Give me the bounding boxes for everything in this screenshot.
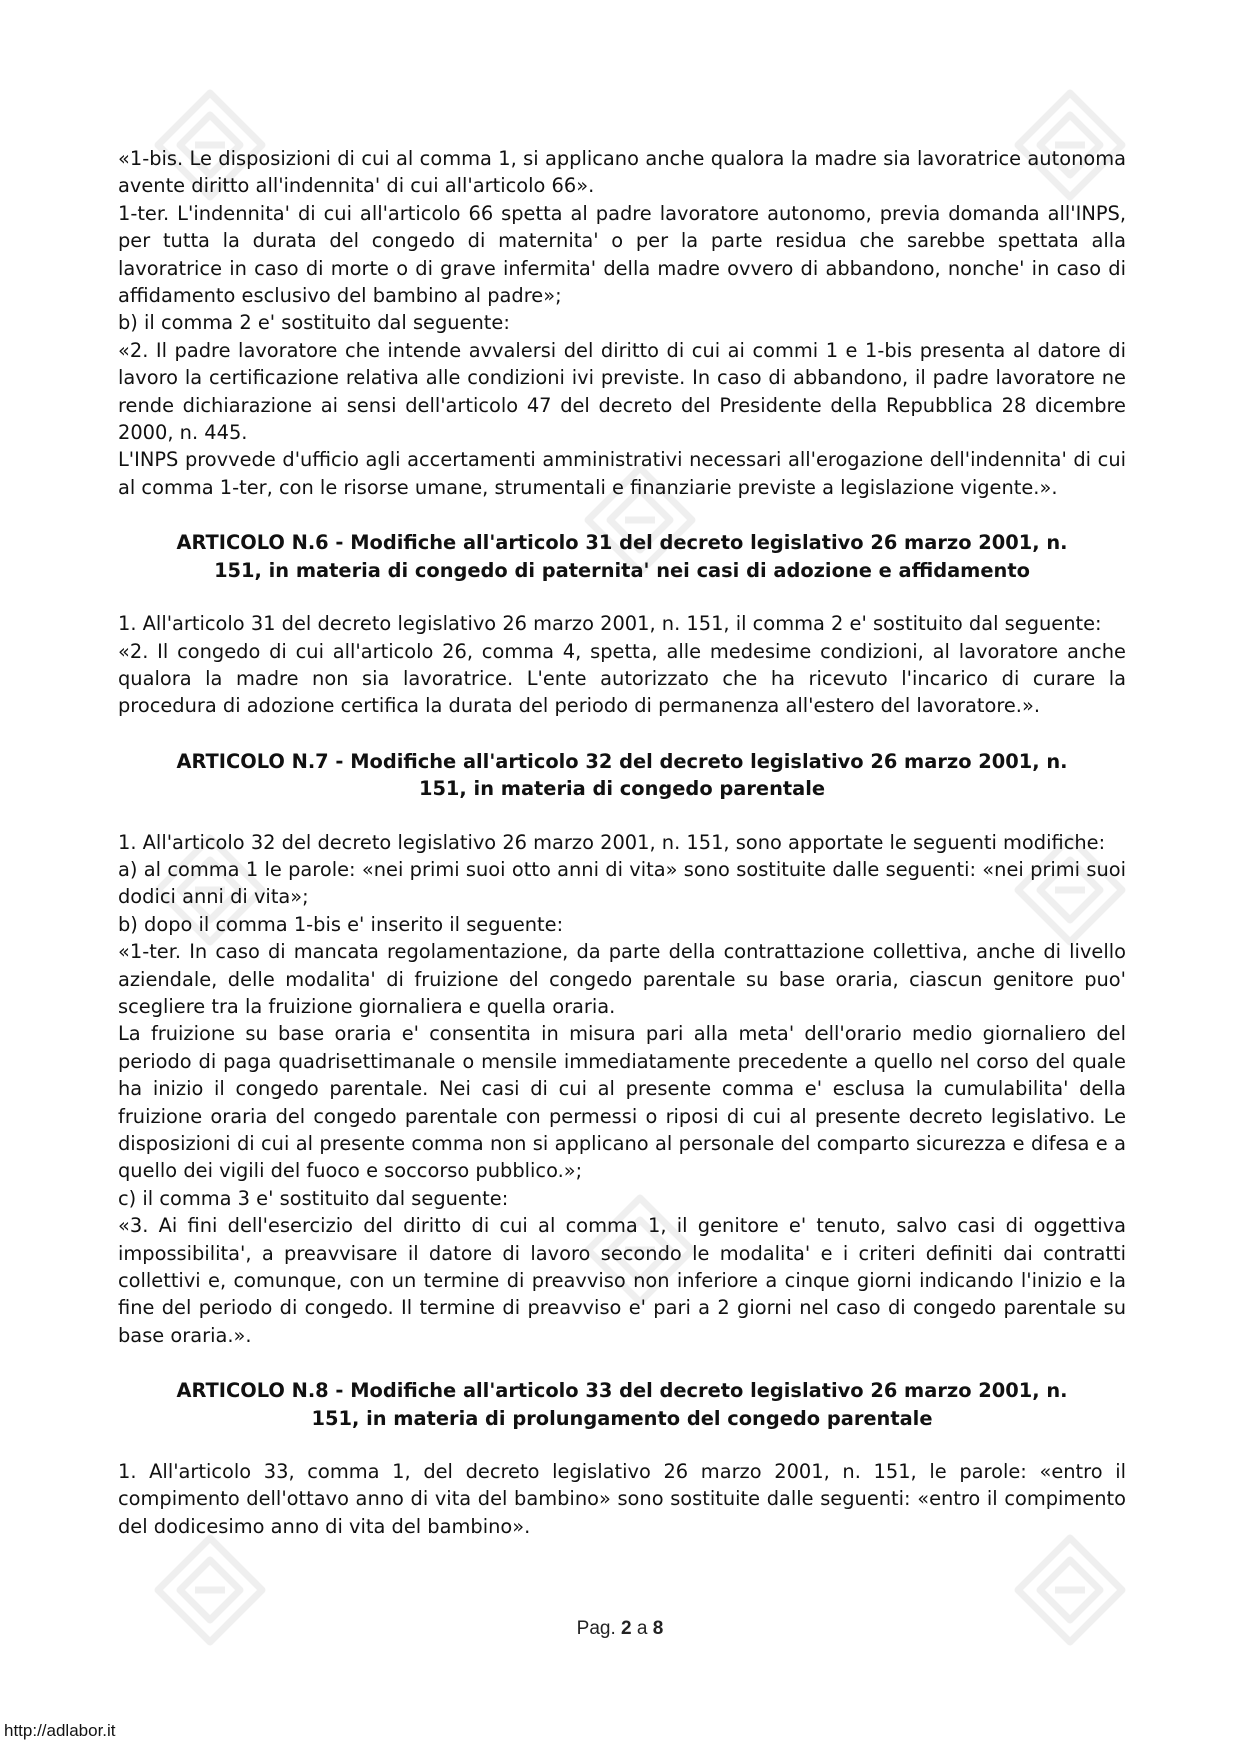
intro-section bbox=[118, 145, 1126, 501]
page-number-current: 2 bbox=[621, 1618, 632, 1639]
page-number-prefix: Pag. bbox=[576, 1618, 622, 1639]
article-section bbox=[118, 1349, 1126, 1540]
page-number-total: 8 bbox=[652, 1618, 664, 1639]
paragraph: «2. Il congedo di cui all'articolo 26, comma 4, spetta, alle medesime condizioni, al lavoratore anche qualora la madre non sia lavoratrice. L'ente autorizzato che ha ricevuto l'incarico di curare la procedura di adozione certifica la durata del periodo di permanenza all'estero del lavoratore.». bbox=[118, 639, 1126, 718]
article-section bbox=[118, 501, 1126, 719]
paragraph: b) dopo il comma 1-bis e' inserito il seguente: bbox=[118, 912, 564, 936]
article-heading-line: 151, in materia di prolungamento del congedo parentale bbox=[311, 1406, 933, 1430]
paragraph: «1-ter. In caso di mancata regolamentazione, da parte della contrattazione collettiva, anche di livello aziendale, delle modalita' di fruizione del congedo parentale su base oraria, ciascun genitore puo' scegliere tra la fruizione giornaliera e quella oraria. bbox=[118, 940, 1126, 1018]
paragraph: 1. All'articolo 31 del decreto legislativo 26 marzo 2001, n. 151, il comma 2 e' sostituito dal seguente: bbox=[118, 612, 1102, 636]
article-heading-line: ARTICOLO N.8 - Modifiche all'articolo 33 del decreto legislativo 26 marzo 2001, n. bbox=[176, 1379, 1068, 1403]
paragraph: La fruizione su base oraria e' consentita in misura pari alla meta' dell'orario medio giornaliero del periodo di paga quadrisettimanale o mensile immediatamente precedente a quello nel corso del quale ha inizio il congedo parentale. Nei casi di cui al presente comma e' esclusa la cumulabilita' della fruizione oraria del congedo parentale con permessi o riposi di cui al presente decreto legislativo. Le disposizioni di cui al presente comma non si applicano al personale del comparto sicurezza e difesa e a quello dei vigili del fuoco e soccorso pubblico.»; bbox=[118, 1022, 1126, 1183]
article-section bbox=[118, 720, 1126, 1350]
page-number-separator: a bbox=[631, 1618, 653, 1639]
paragraph: 1. All'articolo 32 del decreto legislativo 26 marzo 2001, n. 151, sono apportate le seguenti modifiche: bbox=[118, 830, 1106, 854]
paragraph: 1. All'articolo 33, comma 1, del decreto legislativo 26 marzo 2001, n. 151, le parole: «entro il compimento dell'ottavo anno di vita del bambino» sono sostituite dalle seguenti: «entro il compimento del dodicesimo anno di vita del bambino». bbox=[118, 1460, 1126, 1538]
paragraph: «1-bis. Le disposizioni di cui al comma 1, si applicano anche qualora la madre sia lavoratrice autonoma avente diritto all'indennita' di cui all'articolo 66». bbox=[118, 147, 1126, 198]
page-number bbox=[0, 1618, 1240, 1640]
article-heading-line: ARTICOLO N.6 - Modifiche all'articolo 31 del decreto legislativo 26 marzo 2001, n. bbox=[176, 531, 1068, 555]
paragraph: c) il comma 3 e' sostituito dal seguente: bbox=[118, 1186, 509, 1210]
article-heading bbox=[118, 1377, 1126, 1432]
document-body bbox=[118, 145, 1126, 1540]
article-heading bbox=[118, 748, 1126, 803]
article-heading bbox=[118, 529, 1126, 584]
article-heading-line: ARTICOLO N.7 - Modifiche all'articolo 32 del decreto legislativo 26 marzo 2001, n. bbox=[176, 749, 1068, 773]
article-heading-line: 151, in materia di congedo di paternita' nei casi di adozione e affidamento bbox=[214, 558, 1030, 582]
article-heading-line: 151, in materia di congedo parentale bbox=[418, 777, 826, 801]
paragraph: 1-ter. L'indennita' di cui all'articolo 66 spetta al padre lavoratore autonomo, previa domanda all'INPS, per tutta la durata del congedo di maternita' o per la parte residua che sarebbe spettata alla lavoratrice in caso di morte o di grave infermita' della madre ovvero di abbandono, nonche' in caso di affidamento esclusivo del bambino al padre»; bbox=[118, 201, 1126, 308]
site-url-link[interactable]: http://adlabor.it bbox=[4, 1721, 116, 1740]
paragraph: b) il comma 2 e' sostituito dal seguente: bbox=[118, 311, 510, 335]
paragraph: L'INPS provvede d'ufficio agli accertamenti amministrativi necessari all'erogazione dell'indennita' di cui al comma 1-ter, con le risorse umane, strumentali e finanziarie previste a legislazione vigente.». bbox=[118, 448, 1126, 499]
paragraph: a) al comma 1 le parole: «nei primi suoi otto anni di vita» sono sostituite dalle seguenti: «nei primi suoi dodici anni di vita»; bbox=[118, 857, 1126, 909]
paragraph: «2. Il padre lavoratore che intende avvalersi del diritto di cui ai commi 1 e 1-bis presenta al datore di lavoro la certificazione relativa alle condizioni ivi previste. In caso di abbandono, il padre lavoratore ne rende dichiarazione ai sensi dell'articolo 47 del decreto del Presidente della Repubblica 28 dicembre 2000, n. 445. bbox=[118, 338, 1126, 445]
paragraph: «3. Ai fini dell'esercizio del diritto di cui al comma 1, il genitore e' tenuto, salvo casi di oggettiva impossibilita', a preavvisare il datore di lavoro secondo le modalita' e i criteri definiti dai contratti collettivi e, comunque, con un termine di preavviso non inferiore a cinque giorni indicando l'inizio e la fine del periodo di congedo. Il termine di preavviso e' pari a 2 giorni nel caso di congedo parentale su base oraria.». bbox=[118, 1214, 1126, 1347]
